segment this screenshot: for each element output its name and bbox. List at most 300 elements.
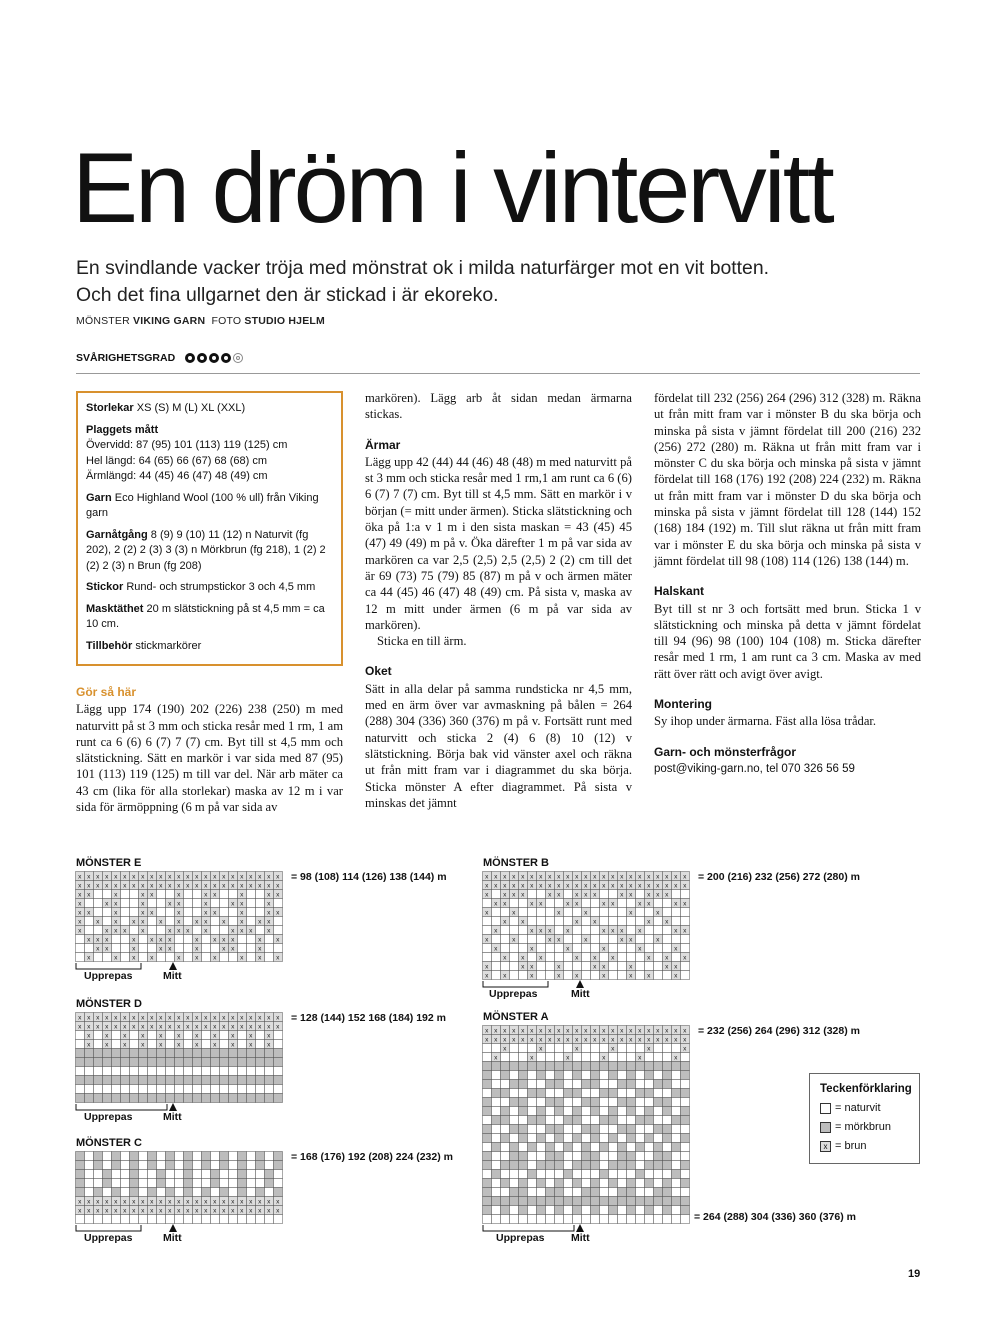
svg-text:x: x [96, 1023, 100, 1031]
middle-label: Mitt [571, 1232, 590, 1244]
svg-text:x: x [231, 1032, 235, 1040]
svg-text:x: x [557, 1027, 561, 1035]
svg-text:x: x [159, 1023, 163, 1031]
svg-text:x: x [123, 1198, 127, 1206]
repeat-label: Upprepas [84, 1111, 133, 1123]
repeat-label: Upprepas [489, 988, 538, 1000]
svg-text:x: x [132, 1198, 136, 1206]
svg-text:x: x [276, 891, 280, 899]
svg-text:x: x [186, 1014, 190, 1022]
svg-text:x: x [593, 1027, 597, 1035]
svg-text:x: x [177, 927, 181, 935]
svg-text:x: x [258, 945, 262, 953]
svg-text:x: x [521, 891, 525, 899]
svg-text:x: x [258, 1023, 262, 1031]
svg-text:x: x [611, 882, 615, 890]
svg-text:x: x [485, 909, 489, 917]
chart-c-stitch-count: = 168 (176) 192 (208) 224 (232) m [291, 1151, 453, 1163]
sizes-label: Storlekar [86, 402, 134, 414]
svg-text:x: x [602, 873, 606, 881]
needles-value: Rund- och strumpstickor 3 och 4,5 mm [126, 581, 316, 593]
svg-text:x: x [276, 1023, 280, 1031]
svg-text:x: x [87, 1041, 91, 1049]
svg-text:x: x [213, 1014, 217, 1022]
svg-text:x: x [503, 954, 507, 962]
svg-text:x: x [575, 972, 579, 980]
svg-text:x: x [195, 1041, 199, 1049]
svg-text:x: x [638, 900, 642, 908]
svg-text:x: x [512, 882, 516, 890]
svg-text:x: x [105, 927, 109, 935]
svg-text:x: x [548, 936, 552, 944]
svg-text:x: x [267, 882, 271, 890]
svg-text:x: x [584, 882, 588, 890]
svg-text:x: x [96, 1207, 100, 1215]
svg-text:x: x [195, 945, 199, 953]
svg-text:x: x [177, 1032, 181, 1040]
svg-text:x: x [222, 1023, 226, 1031]
svg-text:x: x [231, 1207, 235, 1215]
svg-text:x: x [114, 927, 118, 935]
svg-text:x: x [204, 1014, 208, 1022]
svg-text:x: x [267, 1207, 271, 1215]
svg-text:x: x [258, 873, 262, 881]
svg-text:x: x [231, 936, 235, 944]
svg-text:x: x [141, 918, 145, 926]
svg-text:x: x [276, 1207, 280, 1215]
svg-text:x: x [620, 882, 624, 890]
svg-text:x: x [548, 882, 552, 890]
svg-text:x: x [159, 882, 163, 890]
svg-text:x: x [123, 927, 127, 935]
rating-dot-icon [221, 353, 231, 363]
svg-text:x: x [258, 954, 262, 962]
svg-text:x: x [114, 873, 118, 881]
svg-text:x: x [485, 1036, 489, 1044]
svg-text:x: x [521, 1027, 525, 1035]
svg-text:x: x [132, 1207, 136, 1215]
info-box [76, 391, 343, 666]
svg-text:x: x [584, 891, 588, 899]
svg-text:x: x [114, 900, 118, 908]
svg-text:x: x [276, 936, 280, 944]
svg-text:x: x [105, 936, 109, 944]
svg-text:x: x [141, 891, 145, 899]
body-text: Lägg upp 174 (190) 202 (226) 238 (250) m med naturvitt på st 3 mm och sticka resår med 1 rm, 1 am runt ca 6 (6) 6 (7) 7 (7) cm. Byt till st 4,5 mm och slätstickning. Sätt en markör i var sida med 87 (95) 101 (113) 119 (125) m till var del. När arb mäter ca 43 cm (lika för alla storlekar) maska av 12 m i var sida för ärmöppning (6 m på var sida av [76, 702, 343, 815]
svg-text:x: x [249, 1023, 253, 1031]
svg-text:x: x [96, 1198, 100, 1206]
svg-text:x: x [638, 1036, 642, 1044]
svg-text:x: x [168, 1198, 172, 1206]
credits-pattern-label: MÖNSTER [76, 315, 130, 327]
svg-text:x: x [539, 1045, 543, 1053]
svg-text:x: x [602, 972, 606, 980]
svg-text:x: x [638, 945, 642, 953]
svg-text:x: x [503, 900, 507, 908]
svg-text:x: x [276, 954, 280, 962]
svg-text:x: x [231, 1198, 235, 1206]
svg-text:x: x [629, 882, 633, 890]
svg-text:x: x [204, 1023, 208, 1031]
svg-text:x: x [114, 1207, 118, 1215]
svg-text:x: x [557, 963, 561, 971]
svg-text:x: x [575, 882, 579, 890]
svg-text:x: x [240, 891, 244, 899]
section-heading-sleeves: Ärmar [365, 437, 401, 452]
svg-text:x: x [665, 954, 669, 962]
svg-text:x: x [593, 963, 597, 971]
svg-text:x: x [503, 891, 507, 899]
svg-text:x: x [204, 891, 208, 899]
svg-text:x: x [494, 900, 498, 908]
difficulty-label: SVÅRIGHETSGRAD [76, 352, 176, 364]
svg-text:x: x [204, 909, 208, 917]
svg-text:x: x [204, 882, 208, 890]
svg-text:x: x [150, 873, 154, 881]
svg-text:x: x [240, 1207, 244, 1215]
svg-text:x: x [240, 873, 244, 881]
svg-text:x: x [485, 891, 489, 899]
chart-e-label: MÖNSTER E [76, 857, 142, 869]
svg-text:x: x [213, 936, 217, 944]
measure-item: Hel längd: 64 (65) 66 (67) 68 (68) cm [86, 454, 267, 467]
svg-text:x: x [78, 918, 82, 926]
svg-text:x: x [195, 1198, 199, 1206]
svg-text:x: x [123, 1207, 127, 1215]
svg-text:x: x [132, 882, 136, 890]
svg-text:x: x [114, 882, 118, 890]
svg-text:x: x [566, 1054, 570, 1062]
svg-text:x: x [231, 900, 235, 908]
svg-text:x: x [132, 1023, 136, 1031]
svg-text:x: x [195, 1032, 199, 1040]
svg-text:x: x [647, 1036, 651, 1044]
svg-text:x: x [548, 1027, 552, 1035]
body-text: fördelat till 232 (256) 264 (296) 312 (328) m. Räkna ut från mitt fram var i mönster B du ska börja och minska på sista v jämnt fördelat till 200 (216) 232 (256) 272 (280) m. Räkna ut från mitt fram var i mönster C du ska börja och minska på sista v jämnt fördelat till 168 (176) 192 (208) 224 (232) m. Räkna ut från mitt fram var i mönster D du ska börja och minska på sista v jämnt fördelat till 128 (144) 152 (168) 184 (192) m. Till slut räkna ut från mitt fram var i mönster E du ska börja och minska på sista v jämnt fördelat till 98 (108) 114 (126) 138 (144) m. [654, 391, 921, 568]
svg-text:x: x [123, 1014, 127, 1022]
svg-text:x: x [222, 1198, 226, 1206]
svg-text:x: x [665, 1036, 669, 1044]
svg-text:x: x [503, 918, 507, 926]
svg-text:x: x [629, 972, 633, 980]
svg-text:x: x [602, 882, 606, 890]
svg-text:x: x [168, 1207, 172, 1215]
svg-text:x: x [566, 873, 570, 881]
svg-text:x: x [267, 1032, 271, 1040]
svg-text:x: x [674, 873, 678, 881]
gauge-label: Masktäthet [86, 602, 144, 615]
svg-text:x: x [141, 1023, 145, 1031]
svg-text:x: x [132, 918, 136, 926]
svg-text:x: x [674, 1054, 678, 1062]
svg-text:x: x [512, 891, 516, 899]
svg-text:x: x [105, 1041, 109, 1049]
svg-text:x: x [530, 1027, 534, 1035]
svg-text:x: x [656, 936, 660, 944]
svg-text:x: x [186, 1207, 190, 1215]
svg-text:x: x [87, 909, 91, 917]
svg-text:x: x [78, 1014, 82, 1022]
svg-text:x: x [656, 873, 660, 881]
svg-text:x: x [575, 891, 579, 899]
svg-text:x: x [141, 882, 145, 890]
svg-text:x: x [150, 882, 154, 890]
svg-text:x: x [656, 1036, 660, 1044]
svg-text:x: x [186, 1023, 190, 1031]
svg-text:x: x [177, 954, 181, 962]
svg-text:x: x [267, 1198, 271, 1206]
svg-text:x: x [494, 1036, 498, 1044]
svg-text:x: x [539, 900, 543, 908]
svg-text:x: x [665, 873, 669, 881]
svg-text:x: x [521, 873, 525, 881]
svg-text:x: x [258, 936, 262, 944]
svg-text:x: x [665, 963, 669, 971]
svg-text:x: x [629, 936, 633, 944]
svg-text:x: x [258, 1207, 262, 1215]
rating-dot-icon [197, 353, 207, 363]
middle-label: Mitt [163, 1232, 182, 1244]
legend-item-brun [820, 1137, 909, 1156]
svg-text:x: x [177, 1014, 181, 1022]
rating-dot-icon [185, 353, 195, 363]
svg-text:x: x [105, 882, 109, 890]
svg-text:x: x [584, 1036, 588, 1044]
svg-text:x: x [539, 954, 543, 962]
svg-text:x: x [96, 936, 100, 944]
svg-text:x: x [485, 963, 489, 971]
repeat-label: Upprepas [84, 970, 133, 982]
svg-text:x: x [276, 1198, 280, 1206]
svg-text:x: x [123, 1023, 127, 1031]
svg-text:x: x [141, 1014, 145, 1022]
svg-text:x: x [240, 954, 244, 962]
svg-text:x: x [584, 909, 588, 917]
svg-text:x: x [150, 954, 154, 962]
svg-text:x: x [114, 909, 118, 917]
svg-text:x: x [674, 900, 678, 908]
svg-text:x: x [494, 927, 498, 935]
svg-text:x: x [485, 873, 489, 881]
svg-text:x: x [521, 918, 525, 926]
svg-text:x: x [141, 909, 145, 917]
svg-text:x: x [96, 873, 100, 881]
svg-text:x: x [485, 1027, 489, 1035]
svg-text:x: x [240, 900, 244, 908]
svg-text:x: x [213, 1198, 217, 1206]
svg-text:x: x [150, 909, 154, 917]
svg-text:x: x [647, 1027, 651, 1035]
svg-text:x: x [584, 936, 588, 944]
svg-text:x: x [494, 1027, 498, 1035]
credits [76, 315, 325, 327]
svg-text:x: x [204, 873, 208, 881]
svg-text:x: x [177, 891, 181, 899]
svg-text:x: x [530, 963, 534, 971]
svg-text:x: x [195, 918, 199, 926]
svg-text:x: x [557, 909, 561, 917]
difficulty-rating [185, 353, 243, 363]
difficulty [76, 352, 243, 364]
svg-text:x: x [240, 1014, 244, 1022]
svg-text:x: x [683, 1036, 687, 1044]
svg-text:x: x [611, 954, 615, 962]
svg-text:x: x [213, 1207, 217, 1215]
svg-text:x: x [638, 1027, 642, 1035]
svg-text:x: x [123, 882, 127, 890]
svg-text:x: x [485, 972, 489, 980]
svg-text:x: x [249, 882, 253, 890]
svg-text:x: x [602, 900, 606, 908]
page-number: 19 [908, 1268, 921, 1280]
svg-text:x: x [96, 918, 100, 926]
svg-text:x: x [665, 1027, 669, 1035]
svg-text:x: x [494, 873, 498, 881]
svg-text:x: x [78, 909, 82, 917]
svg-text:x: x [132, 873, 136, 881]
svg-text:x: x [683, 954, 687, 962]
svg-text:x: x [683, 873, 687, 881]
svg-text:x: x [611, 927, 615, 935]
svg-text:x: x [168, 1023, 172, 1031]
svg-text:x: x [96, 945, 100, 953]
svg-text:x: x [512, 1027, 516, 1035]
svg-text:x: x [78, 1198, 82, 1206]
chart-d-grid [75, 1012, 287, 1102]
svg-text:x: x [150, 936, 154, 944]
svg-text:x: x [150, 1014, 154, 1022]
svg-text:x: x [267, 909, 271, 917]
svg-text:x: x [240, 918, 244, 926]
svg-text:x: x [114, 1014, 118, 1022]
svg-text:x: x [195, 882, 199, 890]
svg-text:x: x [557, 936, 561, 944]
svg-text:x: x [557, 891, 561, 899]
credits-pattern-by: VIKING GARN [133, 315, 206, 327]
svg-text:x: x [620, 936, 624, 944]
svg-text:x: x [647, 918, 651, 926]
svg-text:x: x [186, 1198, 190, 1206]
svg-text:x: x [141, 927, 145, 935]
svg-text:x: x [503, 1045, 507, 1053]
svg-text:x: x [87, 882, 91, 890]
svg-text:x: x [168, 882, 172, 890]
needles-label: Stickor [86, 581, 124, 593]
svg-text:x: x [638, 882, 642, 890]
svg-text:x: x [548, 1036, 552, 1044]
legend-item-naturvit [820, 1099, 909, 1118]
svg-text:x: x [548, 873, 552, 881]
svg-text:x: x [557, 1036, 561, 1044]
svg-text:x: x [240, 909, 244, 917]
svg-text:x: x [611, 900, 615, 908]
svg-text:x: x [159, 918, 163, 926]
svg-text:x: x [620, 891, 624, 899]
section-heading-instructions: Gör så här [76, 685, 137, 699]
svg-text:x: x [204, 1198, 208, 1206]
svg-text:x: x [105, 1032, 109, 1040]
svg-text:x: x [557, 882, 561, 890]
svg-text:x: x [611, 873, 615, 881]
divider [76, 373, 920, 374]
svg-text:x: x [647, 1045, 651, 1053]
column-2 [365, 390, 632, 811]
svg-text:x: x [195, 954, 199, 962]
svg-text:x: x [683, 882, 687, 890]
svg-text:x: x [231, 882, 235, 890]
svg-text:x: x [132, 1014, 136, 1022]
svg-text:x: x [249, 1207, 253, 1215]
yarn-value: Eco Highland Wool (100 % ull) från Viking garn [86, 491, 319, 519]
svg-text:x: x [231, 927, 235, 935]
sizes-value: XS (S) M (L) XL (XXL) [136, 402, 246, 414]
svg-text:x: x [258, 1014, 262, 1022]
brown-swatch-icon: x [820, 1141, 831, 1152]
svg-text:x: x [512, 1036, 516, 1044]
svg-text:x: x [494, 882, 498, 890]
svg-text:x: x [674, 882, 678, 890]
svg-text:x: x [141, 1198, 145, 1206]
svg-text:x: x [674, 927, 678, 935]
svg-text:x: x [150, 1023, 154, 1031]
svg-text:x: x [87, 1023, 91, 1031]
svg-text:x: x [177, 1041, 181, 1049]
svg-text:x: x [114, 918, 118, 926]
svg-text:x: x [105, 1014, 109, 1022]
yarn-label: Garn [86, 491, 112, 504]
svg-text:x: x [231, 1014, 235, 1022]
svg-text:x: x [249, 1032, 253, 1040]
svg-text:x: x [656, 882, 660, 890]
svg-text:x: x [222, 1014, 226, 1022]
svg-text:x: x [78, 927, 82, 935]
white-swatch-icon [820, 1103, 831, 1114]
svg-text:x: x [629, 873, 633, 881]
legend-label: = brun [835, 1140, 867, 1152]
svg-text:x: x [258, 1198, 262, 1206]
svg-text:x: x [575, 1027, 579, 1035]
svg-text:x: x [665, 882, 669, 890]
legend-title: Teckenförklaring [820, 1083, 912, 1095]
chart-e-stitch-count: = 98 (108) 114 (126) 138 (144) m [291, 871, 447, 883]
svg-text:x: x [602, 1054, 606, 1062]
svg-text:x: x [267, 927, 271, 935]
usage-value: 8 (9) 9 (10) 11 (12) n Naturvit (fg 202), 2 (2) 2 (3) 3 (3) n Mörkbrun (fg 218), 1 (2) 2 (2) 2 (3) n Brun (fg 208) [86, 528, 326, 572]
chart-b-grid [482, 871, 694, 979]
svg-text:x: x [521, 882, 525, 890]
svg-text:x: x [105, 1023, 109, 1031]
svg-text:x: x [575, 918, 579, 926]
svg-text:x: x [530, 972, 534, 980]
svg-text:x: x [87, 891, 91, 899]
svg-text:x: x [222, 1207, 226, 1215]
svg-text:x: x [78, 1023, 82, 1031]
section-heading-neckline: Halskant [654, 584, 705, 599]
svg-text:x: x [575, 873, 579, 881]
chart-d-stitch-count: = 128 (144) 152 168 (184) 192 m [291, 1012, 446, 1024]
svg-text:x: x [512, 936, 516, 944]
rating-dot-icon [209, 353, 219, 363]
body-text: Byt till st nr 3 och fortsätt med brun. Sticka 1 v slätstickning och minska på detta v jämnt fördelat till 94 (96) 98 (100) 104 (108) m. Sticka därefter resår med 1 rm, 1 am runt ca 3 cm. Maska av med rätt över rätt och avigt över avigt. [654, 601, 921, 681]
svg-text:x: x [494, 1054, 498, 1062]
middle-label: Mitt [163, 1111, 182, 1123]
page-title: En dröm i vintervitt [72, 132, 832, 243]
svg-text:x: x [503, 1027, 507, 1035]
svg-text:x: x [195, 1023, 199, 1031]
svg-text:x: x [168, 873, 172, 881]
svg-text:x: x [620, 1036, 624, 1044]
svg-text:x: x [159, 936, 163, 944]
